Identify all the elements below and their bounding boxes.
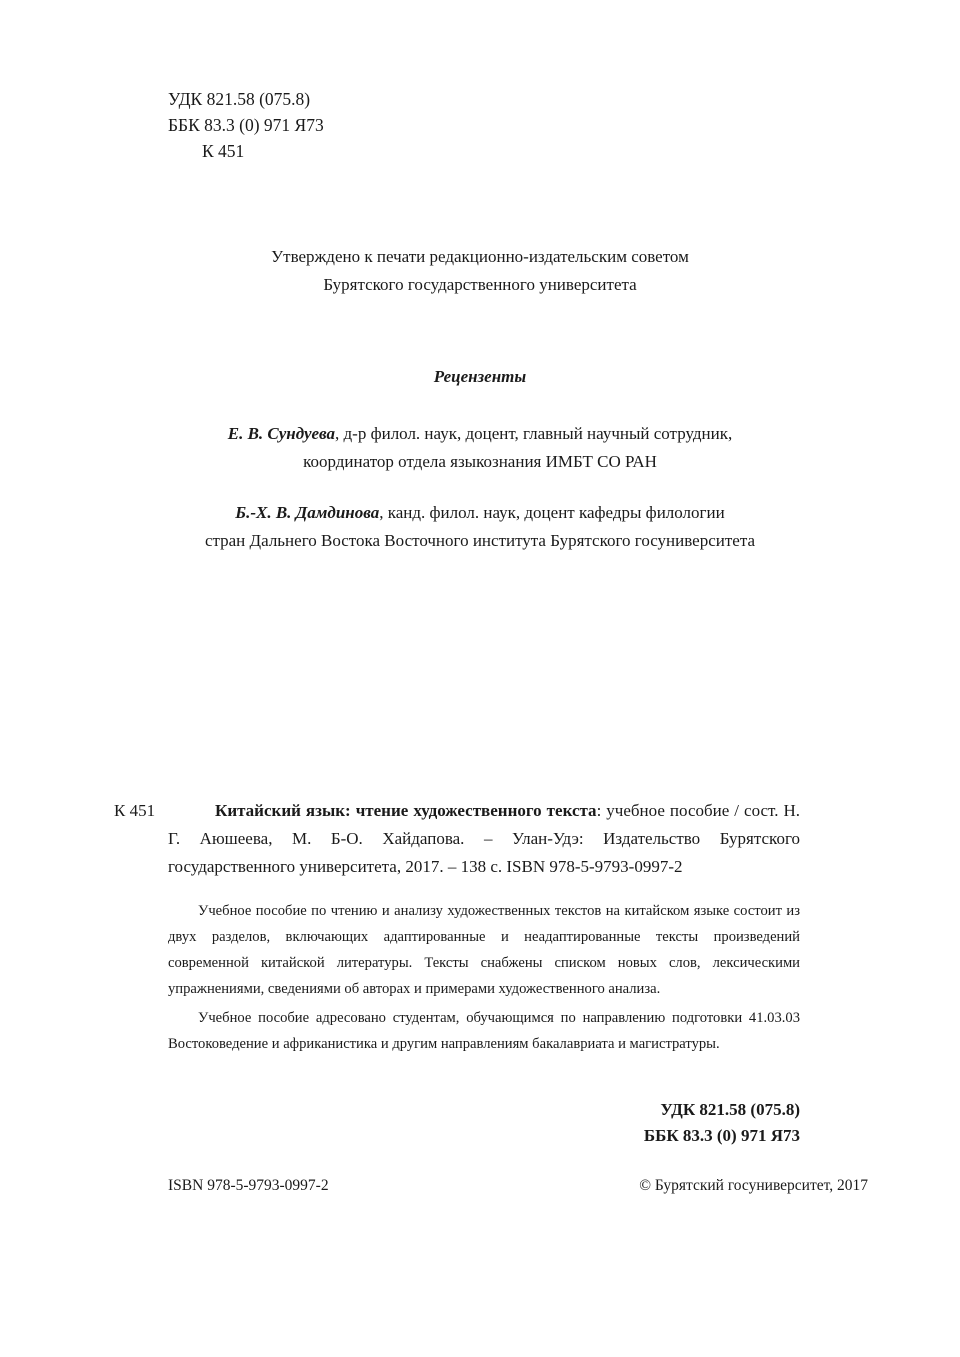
catalog-number-record: К 451 — [114, 801, 156, 820]
bbk-code-top: ББК 83.3 (0) 971 Я73 — [168, 115, 324, 135]
approval-statement — [168, 243, 792, 299]
catalog-marker — [114, 797, 155, 825]
bibliographic-record — [168, 797, 800, 881]
copyright-notice: © Бурятский госуниверситет, 2017 — [639, 1177, 868, 1194]
annotation-paragraph: Учебное пособие адресовано студентам, обучающимся по направлению подготовки 41.03.03 Востоковедение и африканистика и другим направлениям бакалавриата и магистратуры. — [168, 1010, 800, 1052]
isbn: ISBN 978-5-9793-0997-2 — [168, 1177, 329, 1194]
annotation-paragraph: Учебное пособие по чтению и анализу художественных текстов на китайском языке состоит из двух разделов, включающих адаптированные и неадаптированные тексты произведений современной китайской литературы. Тексты снабжены списком новых слов, лексическими упражнениями, сведениями об авторах и примерами художественного анализа. — [168, 903, 800, 997]
udk-code-bottom: УДК 821.58 (075.8) — [660, 1100, 800, 1119]
reviewer-entry — [168, 420, 792, 476]
classification-codes-bottom — [400, 1097, 800, 1149]
bbk-code-bottom: ББК 83.3 (0) 971 Я73 — [643, 1126, 800, 1145]
reviewer-entry — [168, 499, 792, 555]
reviewer-name: Е. В. Сундуева — [227, 424, 336, 443]
reviewer-credentials-line-2: стран Дальнего Востока Восточного института Бурятского госуниверситета — [204, 531, 756, 550]
approval-line-2: Бурятского государственного университета — [323, 275, 637, 294]
reviewers-heading-label: Рецензенты — [433, 367, 527, 386]
classification-codes-top — [168, 86, 324, 164]
colophon — [168, 1177, 868, 1195]
annotation — [168, 898, 800, 1057]
reviewer-name: Б.-Х. В. Дамдинова — [235, 503, 380, 522]
reviewers-heading — [168, 367, 792, 387]
udk-code-top: УДК 821.58 (075.8) — [168, 89, 311, 109]
catalog-number-top: К 451 — [202, 141, 245, 161]
bibliographic-details: : учебное пособие / сост. Н. Г. Аюшеева, М. Б-О. Хайдапова. – Улан-Удэ: Издательство Бурятского государственного университета, 2017. – 138 с. ISBN 978-5-9793-0997-2 — [168, 801, 801, 876]
reviewer-credentials-line-1: , канд. филол. наук, доцент кафедры филологии — [379, 503, 725, 522]
reviewers-list — [168, 420, 792, 555]
approval-line-1: Утверждено к печати редакционно-издательским советом — [271, 247, 689, 266]
book-title: Китайский язык: чтение художественного текста — [215, 801, 597, 820]
reviewer-credentials-line-1: , д-р филол. наук, доцент, главный научный сотрудник, — [335, 424, 733, 443]
reviewer-credentials-line-2: координатор отдела языкознания ИМБТ СО РАН — [303, 452, 657, 471]
